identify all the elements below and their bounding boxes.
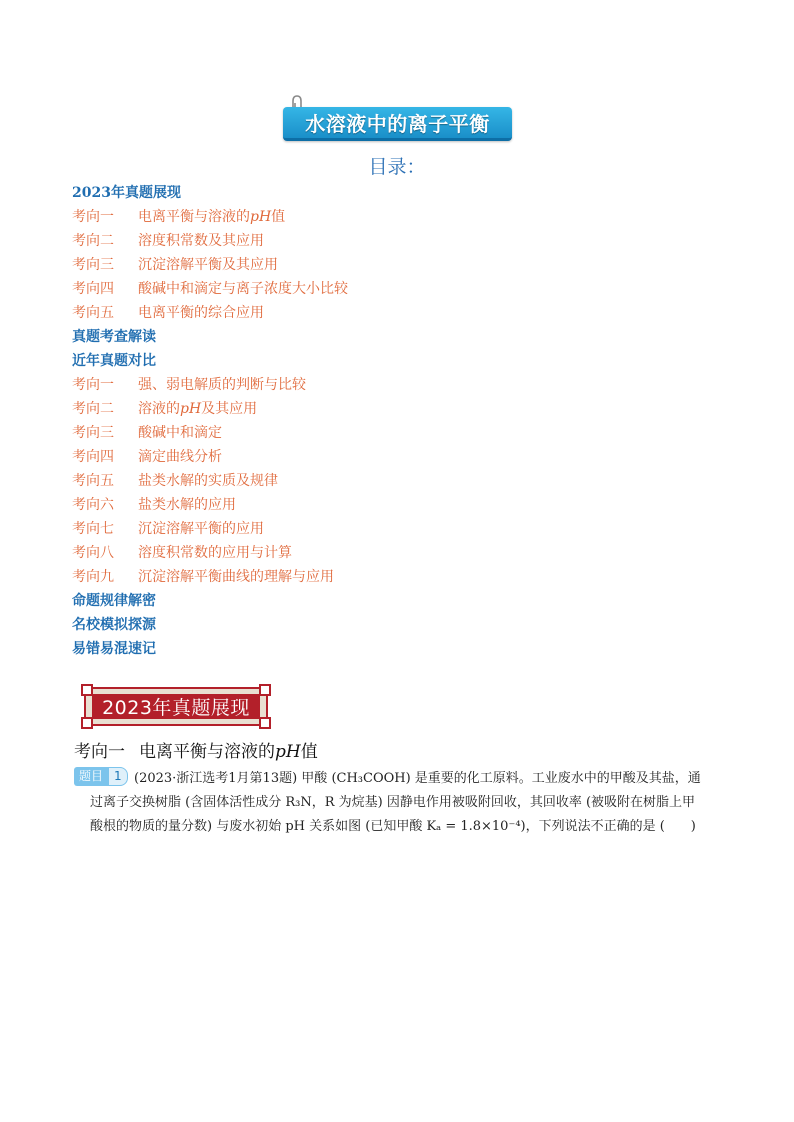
toc-item[interactable] <box>72 421 348 445</box>
toc-section-heading[interactable] <box>72 181 348 205</box>
toc-item-label: 酸碱中和滴定与离子浓度大小比较 <box>138 281 348 297</box>
badge-corner-ornament <box>259 717 271 729</box>
toc-heading-label: 2023年真题展现 <box>72 185 181 201</box>
toc-item-number: 考向二 <box>72 233 114 249</box>
toc-item-label: 盐类水解的实质及规律 <box>138 473 278 489</box>
toc-item-label: 电离平衡的综合应用 <box>138 305 264 321</box>
question-text-line: 酸根的物质的量分数) 与废水初始 pH 关系如图 (已知甲酸 Kₐ = 1.8×10⁻⁴)，下列说法不正确的是 ( ) <box>90 819 696 834</box>
toc-item[interactable] <box>72 541 348 565</box>
toc-item[interactable] <box>72 301 348 325</box>
badge-corner-ornament <box>259 684 271 696</box>
section-badge <box>84 687 268 726</box>
toc-item[interactable] <box>72 277 348 301</box>
toc-section-heading[interactable] <box>72 637 348 661</box>
table-of-contents <box>72 181 348 661</box>
toc-item-number: 考向三 <box>72 257 114 273</box>
toc-item-number: 考向四 <box>72 449 114 465</box>
document-title: 水溶液中的离子平衡 <box>305 112 490 136</box>
toc-item[interactable] <box>72 445 348 469</box>
toc-item-label: 酸碱中和滴定 <box>138 425 222 441</box>
toc-item-number: 考向五 <box>72 473 114 489</box>
toc-item-label-suffix: 及其应用 <box>201 401 258 417</box>
toc-item-label: 强、弱电解质的判断与比较 <box>138 377 306 393</box>
toc-item-label: 溶度积常数的应用与计算 <box>138 545 292 561</box>
toc-item-label: 盐类水解的应用 <box>138 497 236 513</box>
toc-item-label-suffix: 值 <box>271 209 286 225</box>
toc-heading-label: 真题考查解读 <box>72 329 156 345</box>
question-text-line: 过离子交换树脂 (含固体活性成分 R₃N，R 为烷基) 因静电作用被吸附回收，其回收率 (被吸附在树脂上甲 <box>90 795 696 810</box>
toc-heading-label: 命题规律解密 <box>72 593 156 609</box>
toc-item-number: 考向六 <box>72 497 114 513</box>
toc-item-label: 溶液的 <box>138 401 180 417</box>
section-title: 考向一 电离平衡与溶液的pH值 <box>74 742 318 762</box>
toc-item-label: 沉淀溶解平衡及其应用 <box>138 257 278 273</box>
toc-item-number: 考向五 <box>72 305 114 321</box>
toc-item[interactable] <box>72 373 348 397</box>
toc-item[interactable] <box>72 469 348 493</box>
toc-item-number: 考向九 <box>72 569 114 585</box>
toc-item[interactable] <box>72 205 348 229</box>
question-tag: 题目 <box>74 767 108 786</box>
toc-heading-label: 近年真题对比 <box>72 353 156 369</box>
question-number: 1 <box>108 767 128 786</box>
question-label <box>74 767 128 786</box>
toc-heading-label: 名校模拟探源 <box>72 617 156 633</box>
toc-heading: 目录： <box>368 156 426 178</box>
toc-item[interactable] <box>72 397 348 421</box>
toc-item-label: 沉淀溶解平衡的应用 <box>138 521 264 537</box>
toc-section-heading[interactable] <box>72 349 348 373</box>
toc-item-label: 电离平衡与溶液的 <box>138 209 250 225</box>
toc-item[interactable] <box>72 493 348 517</box>
toc-item-number: 考向八 <box>72 545 114 561</box>
toc-heading-label: 易错易混速记 <box>72 641 156 657</box>
document-title-banner <box>283 107 512 141</box>
toc-item-variable: pH <box>250 209 272 225</box>
toc-item[interactable] <box>72 565 348 589</box>
toc-item[interactable] <box>72 253 348 277</box>
toc-item-label: 沉淀溶解平衡曲线的理解与应用 <box>138 569 334 585</box>
question-text-line: (2023·浙江选考1月第13题) 甲酸 (CH₃COOH) 是重要的化工原料。工业废水中的甲酸及其盐，通 <box>134 771 701 786</box>
toc-section-heading[interactable] <box>72 325 348 349</box>
toc-item-number: 考向二 <box>72 401 114 417</box>
toc-item-number: 考向四 <box>72 281 114 297</box>
toc-item-label: 滴定曲线分析 <box>138 449 222 465</box>
toc-item-variable: pH <box>180 401 202 417</box>
section-badge-label: 2023年真题展现 <box>102 697 250 719</box>
toc-section-heading[interactable] <box>72 613 348 637</box>
toc-item-number: 考向一 <box>72 377 114 393</box>
toc-section-heading[interactable] <box>72 589 348 613</box>
toc-item-label: 溶度积常数及其应用 <box>138 233 264 249</box>
toc-item[interactable] <box>72 517 348 541</box>
toc-item-number: 考向三 <box>72 425 114 441</box>
toc-item[interactable] <box>72 229 348 253</box>
toc-item-number: 考向一 <box>72 209 114 225</box>
toc-item-number: 考向七 <box>72 521 114 537</box>
